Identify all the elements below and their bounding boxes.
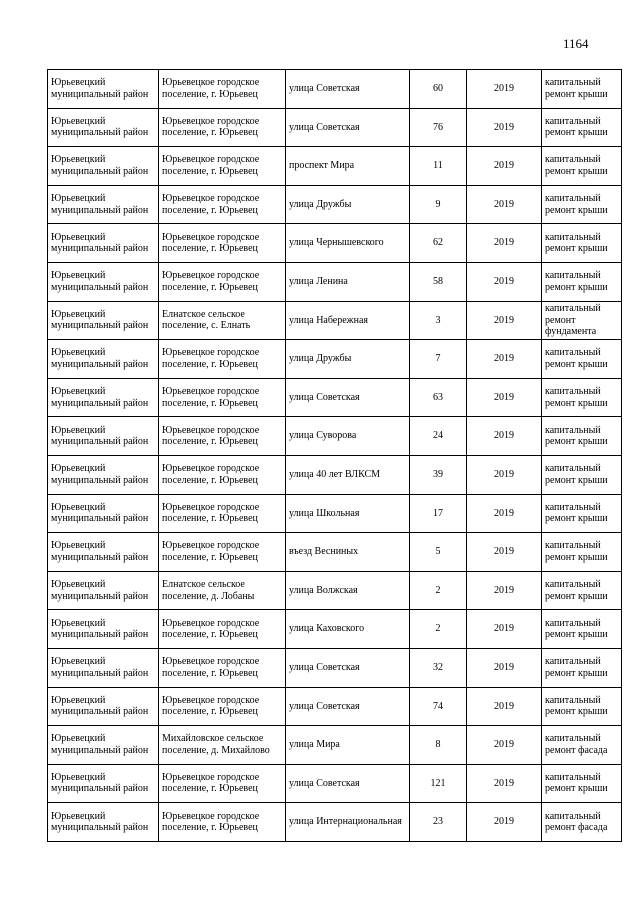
settlement-cell (159, 417, 286, 456)
settlement-cell (159, 764, 286, 803)
year-cell-text: 2019 (494, 661, 514, 673)
house-number-cell (410, 108, 467, 147)
street-cell (286, 803, 410, 842)
work-type-cell (542, 533, 622, 572)
work-type-cell-text: капитальный ремонт крыши (545, 656, 608, 679)
district-cell-text: Юрьевецкий муниципальный район (51, 347, 149, 370)
street-cell-text: улица Мира (289, 739, 340, 751)
street-cell-text: улица Чернышевского (289, 237, 384, 249)
year-cell-text: 2019 (494, 198, 514, 210)
district-cell-text: Юрьевецкий муниципальный район (51, 308, 149, 332)
house-number-cell-text: 62 (433, 237, 443, 249)
district-cell (48, 108, 159, 147)
year-cell-text: 2019 (494, 546, 514, 558)
house-number-cell (410, 455, 467, 494)
table-row (48, 648, 622, 687)
house-number-cell (410, 378, 467, 417)
work-type-cell-text: капитальный ремонт фасада (545, 733, 608, 756)
work-type-cell (542, 571, 622, 610)
street-cell (286, 533, 410, 572)
street-cell (286, 417, 410, 456)
house-number-cell-text: 76 (433, 121, 443, 133)
street-cell-text: улица Советская (289, 700, 360, 712)
street-cell-text: улица Интернациональная (289, 816, 402, 828)
district-cell (48, 533, 159, 572)
work-type-cell-text: капитальный ремонт крыши (545, 617, 608, 641)
house-number-cell (410, 610, 467, 649)
work-type-cell (542, 803, 622, 842)
work-type-cell-text: капитальный ремонт крыши (545, 540, 608, 563)
table-body (48, 70, 622, 842)
street-cell (286, 571, 410, 610)
work-type-cell-text: капитальный ремонт крыши (545, 579, 608, 602)
work-type-cell-text: капитальный ремонт крыши (545, 77, 608, 100)
work-type-cell (542, 301, 622, 340)
table-row (48, 571, 622, 610)
street-cell-text: улица Дружбы (289, 353, 352, 365)
year-cell (467, 455, 542, 494)
house-number-cell (410, 494, 467, 533)
year-cell-text: 2019 (494, 430, 514, 442)
district-cell-text: Юрьевецкий муниципальный район (51, 77, 149, 100)
year-cell (467, 417, 542, 456)
street-cell (286, 340, 410, 379)
table-row (48, 301, 622, 340)
district-cell (48, 803, 159, 842)
settlement-cell-text: Юрьевецкое городское поселение, г. Юрьевец (162, 810, 260, 834)
house-number-cell (410, 340, 467, 379)
district-cell (48, 262, 159, 301)
year-cell-text: 2019 (494, 816, 514, 828)
year-cell (467, 378, 542, 417)
work-type-cell-text: капитальный ремонт крыши (545, 347, 608, 370)
table-row (48, 455, 622, 494)
work-type-cell (542, 147, 622, 186)
house-number-cell (410, 224, 467, 263)
district-cell (48, 417, 159, 456)
work-type-cell (542, 648, 622, 687)
settlement-cell-text: Юрьевецкое городское поселение, г. Юрьевец (162, 424, 260, 448)
work-type-cell (542, 108, 622, 147)
settlement-cell-text: Юрьевецкое городское поселение, г. Юрьевец (162, 771, 260, 795)
settlement-cell (159, 494, 286, 533)
year-cell-text: 2019 (494, 353, 514, 365)
settlement-cell (159, 147, 286, 186)
settlement-cell-text: Юрьевецкое городское поселение, г. Юрьевец (162, 540, 260, 563)
street-cell-text: улица Школьная (289, 507, 360, 519)
street-cell-text: улица Суворова (289, 430, 357, 442)
street-cell (286, 455, 410, 494)
settlement-cell-text: Юрьевецкое городское поселение, г. Юрьевец (162, 154, 260, 177)
settlement-cell (159, 70, 286, 109)
year-cell-text: 2019 (494, 739, 514, 751)
house-number-cell-text: 63 (433, 391, 443, 403)
house-number-cell-text: 58 (433, 276, 443, 288)
district-cell-text: Юрьевецкий муниципальный район (51, 771, 149, 795)
street-cell (286, 764, 410, 803)
settlement-cell-text: Юрьевецкое городское поселение, г. Юрьевец (162, 617, 260, 641)
settlement-cell-text: Юрьевецкое городское поселение, г. Юрьевец (162, 463, 260, 486)
work-type-cell (542, 185, 622, 224)
year-cell (467, 726, 542, 765)
district-cell (48, 455, 159, 494)
table-row (48, 378, 622, 417)
settlement-cell (159, 378, 286, 417)
street-cell (286, 70, 410, 109)
settlement-cell-text: Юрьевецкое городское поселение, г. Юрьевец (162, 347, 260, 370)
street-cell-text: улица Ленина (289, 276, 348, 288)
settlement-cell-text: Юрьевецкое городское поселение, г. Юрьевец (162, 193, 260, 216)
year-cell (467, 147, 542, 186)
house-number-cell-text: 8 (435, 739, 441, 751)
table-row (48, 262, 622, 301)
work-type-cell-text: капитальный ремонт крыши (545, 231, 608, 255)
district-cell-text: Юрьевецкий муниципальный район (51, 810, 149, 834)
settlement-cell (159, 262, 286, 301)
table-row (48, 185, 622, 224)
table-row (48, 764, 622, 803)
street-cell (286, 610, 410, 649)
table-row (48, 687, 622, 726)
street-cell-text: улица Каховского (289, 623, 365, 635)
house-number-cell-text: 32 (433, 661, 443, 673)
house-number-cell-text: 23 (433, 816, 443, 828)
street-cell-text: улица Советская (289, 83, 360, 95)
district-cell-text: Юрьевецкий муниципальный район (51, 694, 149, 718)
table-row (48, 533, 622, 572)
house-number-cell (410, 301, 467, 340)
table-row (48, 340, 622, 379)
work-type-cell (542, 417, 622, 456)
street-cell-text: улица Волжская (289, 584, 358, 596)
year-cell-text: 2019 (494, 777, 514, 789)
settlement-cell-text: Юрьевецкое городское поселение, г. Юрьевец (162, 656, 260, 679)
district-cell (48, 610, 159, 649)
district-cell (48, 571, 159, 610)
settlement-cell (159, 803, 286, 842)
work-type-cell (542, 610, 622, 649)
settlement-cell (159, 533, 286, 572)
street-cell-text: улица Набережная (289, 314, 368, 326)
district-cell-text: Юрьевецкий муниципальный район (51, 193, 149, 216)
table-row (48, 70, 622, 109)
table-row (48, 494, 622, 533)
settlement-cell-text: Юрьевецкое городское поселение, г. Юрьевец (162, 501, 260, 525)
house-number-cell-text: 39 (433, 468, 443, 480)
table-row (48, 803, 622, 842)
work-type-cell (542, 494, 622, 533)
street-cell (286, 378, 410, 417)
work-type-cell (542, 455, 622, 494)
table-row (48, 147, 622, 186)
work-type-cell-text: капитальный ремонт фундамента (545, 303, 601, 338)
work-type-cell (542, 764, 622, 803)
work-type-cell (542, 224, 622, 263)
house-number-cell-text: 2 (435, 623, 441, 635)
year-cell-text: 2019 (494, 700, 514, 712)
district-cell-text: Юрьевецкий муниципальный район (51, 540, 149, 563)
year-cell-text: 2019 (494, 276, 514, 288)
work-type-cell-text: капитальный ремонт крыши (545, 463, 608, 486)
district-cell-text: Юрьевецкий муниципальный район (51, 154, 149, 177)
year-cell (467, 764, 542, 803)
year-cell-text: 2019 (494, 160, 514, 172)
district-cell (48, 147, 159, 186)
district-cell-text: Юрьевецкий муниципальный район (51, 656, 149, 679)
table-row (48, 417, 622, 456)
district-cell (48, 494, 159, 533)
year-cell (467, 224, 542, 263)
settlement-cell (159, 648, 286, 687)
settlement-cell (159, 185, 286, 224)
work-type-cell-text: капитальный ремонт крыши (545, 115, 608, 139)
house-number-cell (410, 571, 467, 610)
settlement-cell-text: Юрьевецкое городское поселение, г. Юрьевец (162, 386, 260, 409)
house-number-cell (410, 70, 467, 109)
settlement-cell (159, 108, 286, 147)
year-cell-text: 2019 (494, 314, 514, 326)
district-cell-text: Юрьевецкий муниципальный район (51, 733, 149, 756)
district-cell-text: Юрьевецкий муниципальный район (51, 231, 149, 255)
settlement-cell-text: Юрьевецкое городское поселение, г. Юрьевец (162, 77, 260, 100)
house-number-cell-text: 11 (433, 160, 443, 172)
year-cell (467, 494, 542, 533)
work-type-cell (542, 70, 622, 109)
work-type-cell (542, 687, 622, 726)
house-number-cell-text: 2 (435, 584, 441, 596)
house-number-cell (410, 648, 467, 687)
house-number-cell-text: 9 (435, 198, 441, 210)
year-cell-text: 2019 (494, 121, 514, 133)
house-number-cell (410, 803, 467, 842)
district-cell-text: Юрьевецкий муниципальный район (51, 463, 149, 486)
house-number-cell (410, 687, 467, 726)
house-number-cell (410, 417, 467, 456)
year-cell-text: 2019 (494, 391, 514, 403)
street-cell (286, 147, 410, 186)
street-cell-text: улица Советская (289, 777, 360, 789)
year-cell-text: 2019 (494, 507, 514, 519)
settlement-cell (159, 340, 286, 379)
page-number: 1164 (563, 36, 589, 51)
year-cell-text: 2019 (494, 584, 514, 596)
settlement-cell (159, 687, 286, 726)
street-cell (286, 648, 410, 687)
year-cell (467, 301, 542, 340)
house-number-cell-text: 7 (435, 353, 441, 365)
street-cell (286, 301, 410, 340)
street-cell-text: улица Советская (289, 121, 360, 133)
district-cell (48, 687, 159, 726)
work-type-cell (542, 262, 622, 301)
settlement-cell (159, 726, 286, 765)
house-number-cell-text: 5 (435, 546, 441, 558)
street-cell (286, 185, 410, 224)
work-type-cell-text: капитальный ремонт крыши (545, 193, 608, 216)
settlement-cell (159, 571, 286, 610)
district-cell (48, 70, 159, 109)
settlement-cell (159, 301, 286, 340)
table-row (48, 224, 622, 263)
year-cell (467, 610, 542, 649)
street-cell-text: улица 40 лет ВЛКСМ (289, 468, 381, 480)
house-number-cell (410, 764, 467, 803)
street-cell-text: проспект Мира (289, 160, 355, 172)
district-cell-text: Юрьевецкий муниципальный район (51, 617, 149, 641)
district-cell (48, 726, 159, 765)
street-cell-text: улица Дружбы (289, 198, 352, 210)
year-cell (467, 803, 542, 842)
district-cell-text: Юрьевецкий муниципальный район (51, 579, 149, 602)
year-cell-text: 2019 (494, 83, 514, 95)
work-type-cell-text: капитальный ремонт крыши (545, 501, 608, 525)
district-cell-text: Юрьевецкий муниципальный район (51, 270, 149, 293)
year-cell-text: 2019 (494, 468, 514, 480)
house-number-cell-text: 60 (433, 83, 443, 95)
table-row (48, 726, 622, 765)
work-type-cell-text: капитальный ремонт крыши (545, 270, 608, 293)
district-cell (48, 648, 159, 687)
year-cell (467, 262, 542, 301)
settlement-cell (159, 455, 286, 494)
settlement-cell (159, 224, 286, 263)
table-row (48, 610, 622, 649)
street-cell (286, 224, 410, 263)
house-number-cell (410, 262, 467, 301)
district-cell (48, 340, 159, 379)
settlement-cell-text: Юрьевецкое городское поселение, г. Юрьевец (162, 231, 260, 255)
work-type-cell (542, 378, 622, 417)
street-cell (286, 494, 410, 533)
year-cell (467, 108, 542, 147)
district-cell (48, 224, 159, 263)
settlement-cell-text: Юрьевецкое городское поселение, г. Юрьевец (162, 270, 260, 293)
work-type-cell-text: капитальный ремонт крыши (545, 694, 608, 718)
house-number-cell (410, 147, 467, 186)
district-cell (48, 764, 159, 803)
year-cell (467, 571, 542, 610)
work-type-cell-text: капитальный ремонт фасада (545, 810, 608, 834)
house-number-cell (410, 185, 467, 224)
street-cell (286, 726, 410, 765)
work-type-cell (542, 340, 622, 379)
house-number-cell-text: 74 (433, 700, 443, 712)
district-cell-text: Юрьевецкий муниципальный район (51, 501, 149, 525)
house-number-cell-text: 3 (435, 314, 441, 326)
capital-repair-table (47, 69, 622, 842)
settlement-cell-text: Юрьевецкое городское поселение, г. Юрьевец (162, 694, 260, 718)
table-row (48, 108, 622, 147)
settlement-cell-text: Елнатское сельское поселение, с. Елнать (162, 308, 251, 332)
house-number-cell-text: 24 (433, 430, 443, 442)
district-cell-text: Юрьевецкий муниципальный район (51, 386, 149, 409)
street-cell-text: въезд Весниных (289, 546, 359, 558)
house-number-cell (410, 726, 467, 765)
district-cell (48, 185, 159, 224)
district-cell-text: Юрьевецкий муниципальный район (51, 115, 149, 139)
street-cell-text: улица Советская (289, 391, 360, 403)
house-number-cell-text: 121 (430, 777, 446, 789)
settlement-cell-text: Михайловское сельское поселение, д. Михайлово (162, 733, 270, 756)
work-type-cell-text: капитальный ремонт крыши (545, 154, 608, 177)
settlement-cell (159, 610, 286, 649)
work-type-cell-text: капитальный ремонт крыши (545, 771, 608, 795)
work-type-cell-text: капитальный ремонт крыши (545, 424, 608, 448)
year-cell (467, 533, 542, 572)
year-cell-text: 2019 (494, 623, 514, 635)
house-number-cell-text: 17 (433, 507, 443, 519)
year-cell (467, 648, 542, 687)
district-cell (48, 378, 159, 417)
year-cell-text: 2019 (494, 237, 514, 249)
street-cell (286, 108, 410, 147)
street-cell (286, 687, 410, 726)
settlement-cell-text: Юрьевецкое городское поселение, г. Юрьевец (162, 115, 260, 139)
district-cell (48, 301, 159, 340)
house-number-cell (410, 533, 467, 572)
settlement-cell-text: Елнатское сельское поселение, д. Лобаны (162, 579, 255, 602)
street-cell-text: улица Советская (289, 661, 360, 673)
district-cell-text: Юрьевецкий муниципальный район (51, 424, 149, 448)
work-type-cell (542, 726, 622, 765)
year-cell (467, 185, 542, 224)
year-cell (467, 340, 542, 379)
work-type-cell-text: капитальный ремонт крыши (545, 386, 608, 409)
street-cell (286, 262, 410, 301)
year-cell (467, 70, 542, 109)
year-cell (467, 687, 542, 726)
